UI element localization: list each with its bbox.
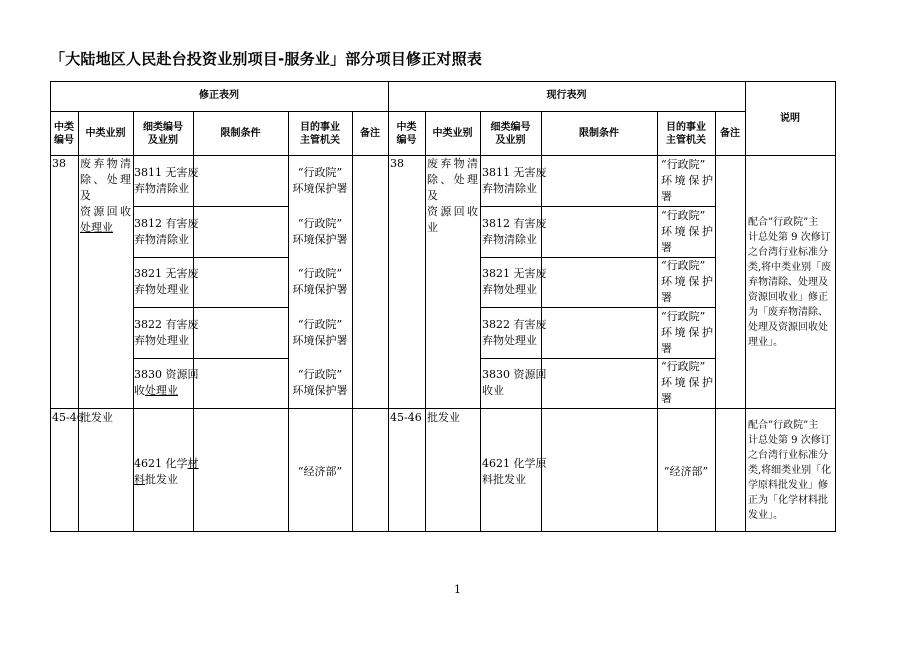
revised-authority-3830: “行政院” 环境保护署: [292, 368, 348, 397]
notes-header: 说明: [780, 113, 800, 124]
current-item-3811: 3811 无害废 弃物清除业: [482, 166, 547, 195]
page-number: 1: [454, 583, 461, 596]
revised-item-3822: 3822 有害废 弃物处理业: [134, 318, 199, 347]
current-authority-3830: “行政院” 环境保护 署: [661, 360, 713, 405]
revised-restriction-header: 限制条件: [220, 128, 261, 139]
current-restriction-header: 限制条件: [579, 128, 619, 139]
current-item-3812: 3812 有害废 弃物清除业: [482, 217, 547, 246]
revised-item-3812: 3812 有害废 弃物清除业: [134, 217, 199, 246]
current-authority-3821: “行政院” 环境保护 署: [661, 259, 713, 304]
revised-authority-3811: “行政院” 环境保护署: [292, 166, 348, 195]
current-code-header: 中类 编号: [396, 122, 417, 146]
revised-item-3821: 3821 无害废 弃物处理业: [134, 267, 199, 296]
revised-item-4621: 4621 化学材 料批发业: [134, 457, 199, 486]
revised-authority-3812: “行政院” 环境保护署: [292, 217, 348, 246]
current-authority-3812: “行政院” 环境保护 署: [661, 209, 713, 254]
revised-category-45-46: 批发业: [80, 411, 113, 424]
revised-item-3811: 3811 无害废 弃物清除业: [134, 166, 199, 195]
note-38: 配合”行政院”主 计总处第 9 次修订 之台湾行业标准分 类,将中类业别「废 弃物清除、处理及 资源回收业」修正 为「废弃物清除、 处理及资源回收处 理业」。: [748, 217, 832, 348]
revised-authority-3822: “行政院” 环境保护署: [292, 318, 348, 347]
current-authority-3811: “行政院” 环境保护 署: [661, 158, 713, 203]
current-item-3822: 3822 有害废 弃物处理业: [482, 318, 547, 347]
current-authority-3822: “行政院” 环境保护 署: [661, 310, 713, 355]
current-group-header: 现行表列: [546, 90, 587, 101]
note-45-46: 配合”行政院”主 计总处第 9 次修订 之台湾行业标准分 类,将细类业别「化 学原料批发业」修 正为「化学材料批 发业」。: [748, 420, 832, 521]
current-code-45-46: 45-46: [390, 411, 422, 424]
current-subcode-header: 细类编号 及业别: [490, 122, 531, 146]
revised-item-3830: 3830 资源回 收处理业: [134, 368, 199, 397]
revised-group-header: 修正表列: [199, 90, 239, 101]
revised-remark-header: 备注: [360, 128, 380, 139]
page-title: 「大陆地区人民赴台投资业别项目-服务业」部分项目修正对照表: [50, 50, 483, 68]
current-item-3821: 3821 无害废 弃物处理业: [482, 267, 547, 296]
revised-code-45-46: 45-46: [52, 411, 84, 424]
revised-subcode-header: 细类编号 及业别: [143, 122, 183, 146]
revised-category-38: 废弃物清 除、处理及 资源回收 处理业: [80, 157, 131, 234]
revised-code-38: 38: [52, 157, 66, 170]
current-code-38: 38: [390, 157, 404, 170]
revised-code-header: 中类 编号: [54, 122, 74, 146]
revised-category-header: 中类业别: [85, 128, 126, 139]
current-category-38: 废弃物清 除、处理及 资源回收 业: [427, 157, 478, 234]
current-category-header: 中类业别: [432, 128, 473, 139]
current-authority-header: 目的事业 主管机关: [666, 122, 706, 146]
current-item-3830: 3830 资源回 收业: [482, 368, 547, 397]
current-authority-4621: “经济部”: [663, 465, 709, 478]
current-item-4621: 4621 化学原 料批发业: [482, 457, 547, 486]
current-remark-header: 备注: [720, 128, 740, 139]
current-category-45-46: 批发业: [427, 411, 460, 424]
revised-authority-4621: “经济部”: [297, 465, 343, 478]
revised-authority-3821: “行政院” 环境保护署: [292, 267, 348, 296]
revised-authority-header: 目的事业 主管机关: [300, 122, 340, 146]
